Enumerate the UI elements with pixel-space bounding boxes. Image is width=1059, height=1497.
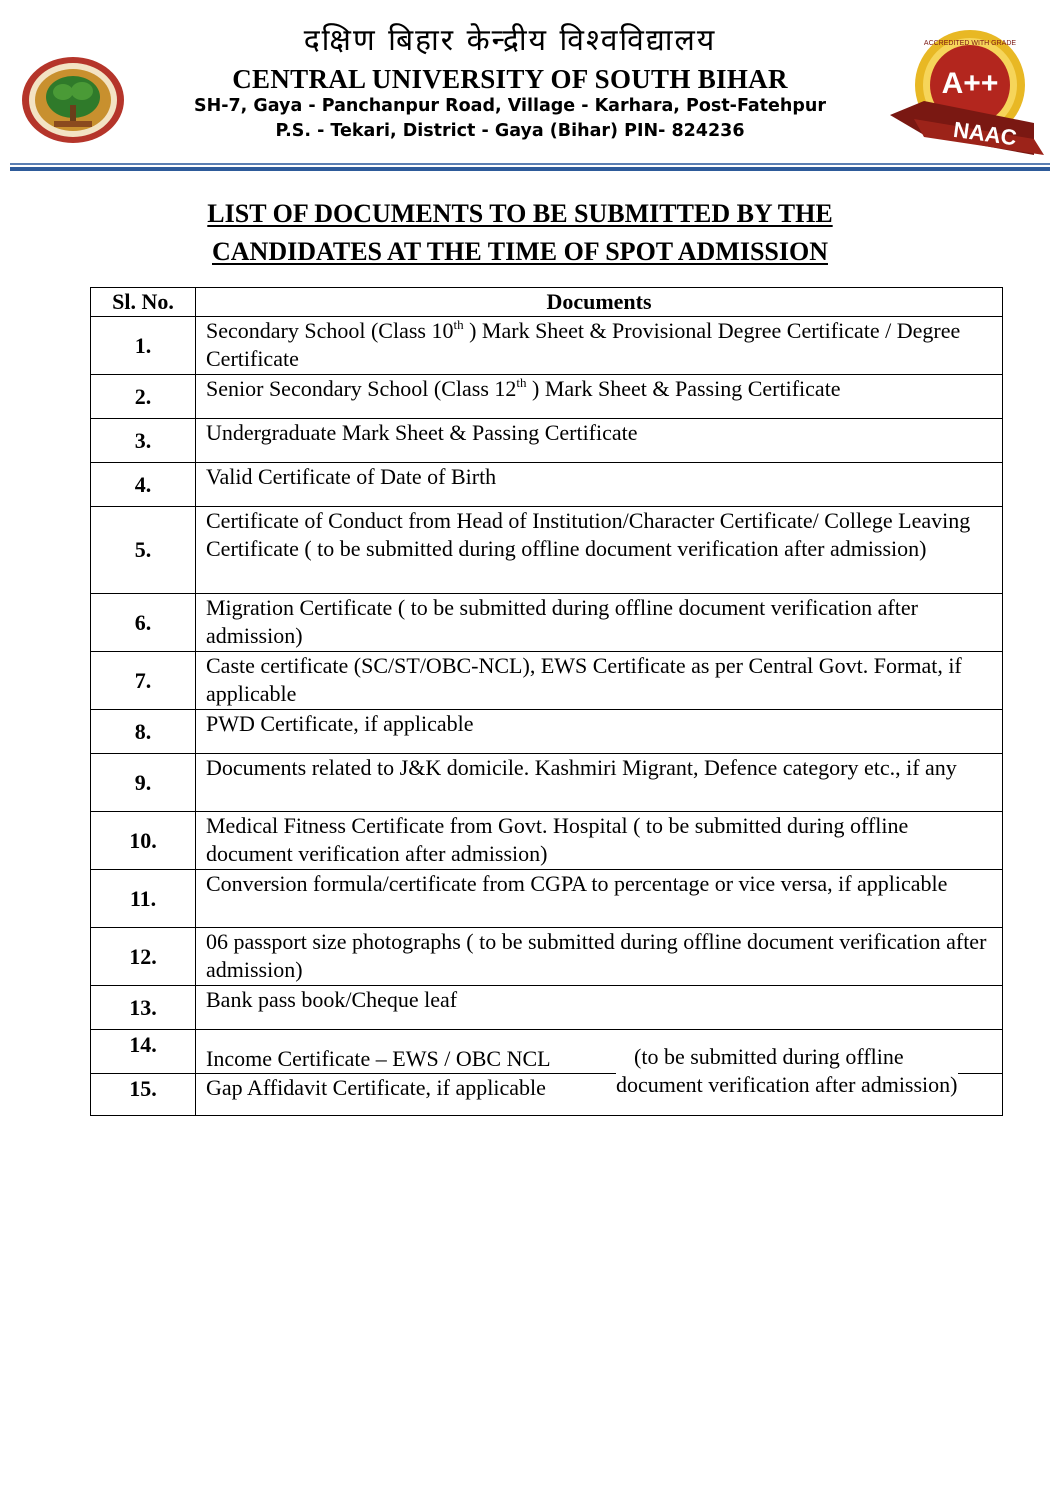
- table-row: [91, 419, 1003, 463]
- row-sl-no: 2.: [91, 375, 196, 419]
- address-line-1: SH-7, Gaya - Panchanpur Road, Village - Karhara, Post-Fatehpur: [193, 96, 826, 116]
- row-document: Certificate of Conduct from Head of Institution/Character Certificate/ College Leaving Certificate ( to be submitted during offline document verification after admission): [196, 507, 1003, 594]
- row-sl-no: 3.: [91, 419, 196, 463]
- row-document: Migration Certificate ( to be submitted during offline document verification after admission): [196, 594, 1003, 652]
- row-document: Senior Secondary School (Class 12th ) Mark Sheet & Passing Certificate: [196, 375, 1003, 419]
- table-row: [91, 375, 1003, 419]
- row-sl-no: 6.: [91, 594, 196, 652]
- row-sl-no: 11.: [91, 870, 196, 928]
- row-sl-no: 7.: [91, 652, 196, 710]
- row-sl-no: 14.: [91, 1030, 196, 1074]
- header-sl-no: Sl. No.: [91, 288, 196, 317]
- row-document: 06 passport size photographs ( to be submitted during offline document verification after admission): [196, 928, 1003, 986]
- address-line-2: P.S. - Tekari, District - Gaya (Bihar) PIN- 824236: [275, 121, 745, 141]
- row-document: Valid Certificate of Date of Birth: [196, 463, 1003, 507]
- svg-text:NAAC: NAAC: [951, 116, 1019, 151]
- header-documents: Documents: [196, 288, 1003, 317]
- row-sl-no: 10.: [91, 812, 196, 870]
- title-line-1: LIST OF DOCUMENTS TO BE SUBMITTED BY THE: [207, 199, 833, 228]
- table-row: [91, 507, 1003, 594]
- row-sl-no: 5.: [91, 507, 196, 594]
- svg-text:A++: A++: [941, 67, 999, 100]
- row-document: Gap Affidavit Certificate, if applicable: [196, 1074, 1003, 1116]
- svg-text:ACCREDITED WITH GRADE: ACCREDITED WITH GRADE: [923, 40, 1017, 47]
- letterhead: [0, 0, 1059, 175]
- documents-table: [90, 287, 1003, 1116]
- table-row: [91, 870, 1003, 928]
- table-row: [91, 594, 1003, 652]
- row-sl-no: 4.: [91, 463, 196, 507]
- university-emblem-logo: [20, 55, 126, 145]
- table-row: [91, 317, 1003, 375]
- title-line-2: CANDIDATES AT THE TIME OF SPOT ADMISSION: [212, 237, 828, 266]
- row-document: Caste certificate (SC/ST/OBC-NCL), EWS Certificate as per Central Govt. Format, if applicable: [196, 652, 1003, 710]
- row-document: Bank pass book/Cheque leaf: [196, 986, 1003, 1030]
- document-title: [90, 195, 950, 271]
- row-sl-no: 13.: [91, 986, 196, 1030]
- row-document: Medical Fitness Certificate from Govt. Hospital ( to be submitted during offline document verification after admission): [196, 812, 1003, 870]
- row-document: PWD Certificate, if applicable: [196, 710, 1003, 754]
- university-name: CENTRAL UNIVERSITY OF SOUTH BIHAR: [232, 64, 788, 94]
- row-document: Undergraduate Mark Sheet & Passing Certificate: [196, 419, 1003, 463]
- submission-note-line-1: (to be submitted during offline: [634, 1044, 904, 1069]
- table-row: [91, 463, 1003, 507]
- row-sl-no: 8.: [91, 710, 196, 754]
- table-row: [91, 754, 1003, 812]
- row-document: Documents related to J&K domicile. Kashmiri Migrant, Defence category etc., if any: [196, 754, 1003, 812]
- submission-note-line-2: document verification after admission): [616, 1072, 958, 1097]
- table-header-row: [91, 288, 1003, 317]
- table-row: [91, 710, 1003, 754]
- row-document: Conversion formula/certificate from CGPA to percentage or vice versa, if applicable: [196, 870, 1003, 928]
- table-row: [91, 986, 1003, 1030]
- naac-accreditation-badge: [884, 27, 1050, 161]
- table-row: [91, 928, 1003, 986]
- header-divider-thin: [10, 163, 1050, 165]
- row-document: Income Certificate – EWS / OBC NCL: [196, 1030, 1003, 1074]
- row-sl-no: 15.: [91, 1074, 196, 1116]
- table-row: [91, 652, 1003, 710]
- row-sl-no: 1.: [91, 317, 196, 375]
- row-document: Secondary School (Class 10th ) Mark Sheet & Provisional Degree Certificate / Degree Certificate: [196, 317, 1003, 375]
- university-name-hindi: दक्षिण बिहार केन्द्रीय विश्वविद्यालय: [303, 23, 717, 58]
- header-divider-thick: [10, 167, 1050, 171]
- row-sl-no: 9.: [91, 754, 196, 812]
- table-row: [91, 812, 1003, 870]
- row-sl-no: 12.: [91, 928, 196, 986]
